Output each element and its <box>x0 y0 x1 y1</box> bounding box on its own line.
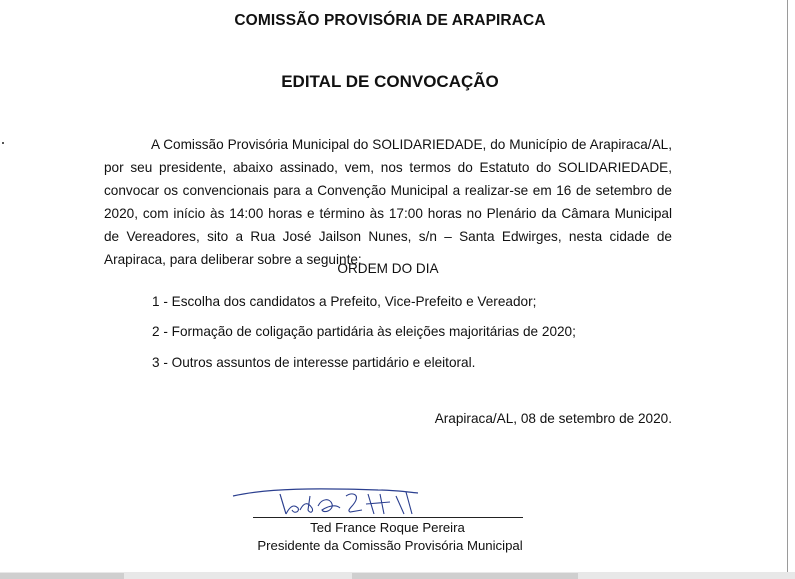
handwritten-signature <box>228 484 428 524</box>
signer-role: Presidente da Comissão Provisória Municipal <box>257 538 523 553</box>
place-date: Arapiraca/AL, 08 de setembro de 2020. <box>434 411 672 426</box>
bottom-strip-segment <box>0 573 124 579</box>
bottom-strip-segment <box>352 573 578 579</box>
document-title: EDITAL DE CONVOCAÇÃO <box>281 72 499 91</box>
agenda-item-1: 1 - Escolha dos candidatos a Prefeito, Vice-Prefeito e Vereador; <box>152 294 537 309</box>
body-paragraph: A Comissão Provisória Municipal do SOLIDARIEDADE, do Município de Arapiraca/AL, por seu presidente, abaixo assinado, vem, nos termos do Estatuto do SOLIDARIEDADE, convocar os convencionais para a Convenção Municipal a realizar-se em 16 de setembro de 2020, com início às 14:00 horas e término às 17:00 horas no Plenário da Câmara Municipal de Vereadores, sito a Rua José Jailson Nunes, s/n – Santa Edwirges, nesta cidade de Arapiraca, para deliberar sobre a seguinte: <box>104 137 672 267</box>
signature-line <box>253 517 523 518</box>
page-edge <box>787 0 788 572</box>
agenda-item-2: 2 - Formação de coligação partidária às eleições majoritárias de 2020; <box>152 324 576 339</box>
scan-mark <box>2 142 4 144</box>
signer-name: Ted France Roque Pereira <box>310 520 465 535</box>
agenda-title: ORDEM DO DIA <box>337 261 439 276</box>
document-header: COMISSÃO PROVISÓRIA DE ARAPIRACA <box>234 12 546 29</box>
agenda-item-3: 3 - Outros assuntos de interesse partidário e eleitoral. <box>152 355 476 370</box>
